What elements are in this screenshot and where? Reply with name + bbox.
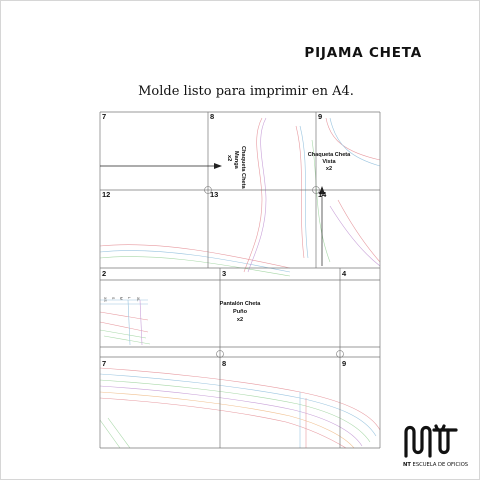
- piece-label-line: x2: [236, 317, 244, 323]
- piece-label-manga: [226, 146, 246, 189]
- page-number: 2: [102, 269, 107, 278]
- size-mark: L: [127, 297, 131, 299]
- logo-school-name: ESCUELA DE OFICIOS: [412, 462, 469, 468]
- size-mark: XS: [103, 297, 107, 302]
- piece-label-line: Puño: [233, 309, 247, 315]
- piece-label-puno: [220, 301, 262, 323]
- size-mark: S: [111, 297, 115, 300]
- size-mark: XL: [136, 297, 140, 302]
- page-number: 13: [210, 190, 219, 199]
- piece-label-line: Chaqueta Cheta: [307, 152, 351, 158]
- size-mark: M: [119, 297, 123, 300]
- grainline-arrow: [214, 163, 222, 169]
- page-number: 7: [102, 359, 107, 368]
- brand-title: PIJAMA CHETA: [304, 45, 422, 61]
- page-subtitle: Molde listo para imprimir en A4.: [138, 84, 354, 99]
- piece-label-line: Manga: [233, 151, 239, 169]
- page-number: 14: [318, 190, 327, 199]
- page-number: 4: [342, 269, 347, 278]
- school-logo-text: [403, 462, 468, 468]
- page-number: 9: [318, 112, 323, 121]
- sheet-grid: [100, 112, 380, 448]
- page-number: 8: [210, 112, 215, 121]
- page-number: 12: [102, 190, 111, 199]
- piece-label-line: x2: [325, 166, 333, 172]
- piece-label-line: x2: [226, 155, 232, 162]
- piece-label-line: Vista: [322, 159, 336, 165]
- logo-initials: NT: [403, 462, 411, 468]
- pattern-curves: [100, 118, 380, 448]
- page-number: 3: [222, 269, 227, 278]
- page-number: 8: [222, 359, 227, 368]
- page-number: 9: [342, 359, 347, 368]
- school-logo-icon: [402, 422, 462, 460]
- piece-label-line: Chaqueta Cheta: [240, 146, 246, 189]
- page-number: 7: [102, 112, 107, 121]
- piece-label-line: Pantalón Cheta: [219, 301, 261, 307]
